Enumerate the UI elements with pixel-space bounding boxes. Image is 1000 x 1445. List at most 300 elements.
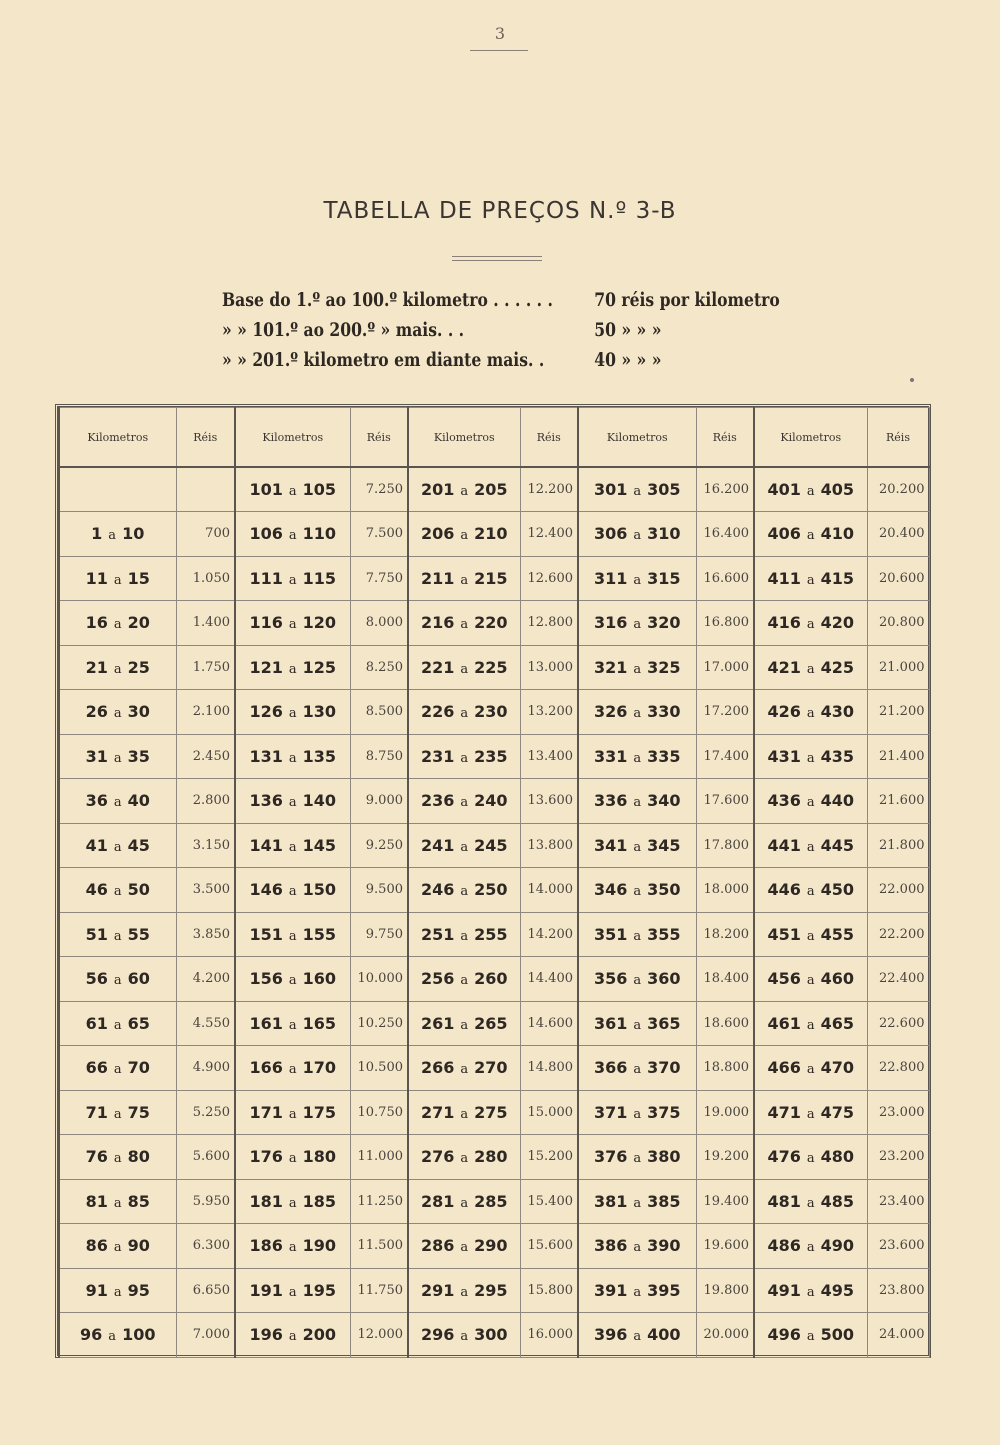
km-from: 471 [767, 1102, 801, 1122]
km-to: 440 [820, 791, 855, 811]
km-range-cell [578, 912, 696, 957]
km-range-cell [59, 1179, 176, 1224]
km-from: 151 [249, 924, 283, 944]
km-range-cell [408, 690, 520, 735]
reis-cell: 23.400 [867, 1179, 929, 1224]
km-to: 150 [302, 880, 337, 900]
km-from: 236 [420, 791, 455, 811]
km-connector: a [460, 884, 469, 900]
km-range-cell [235, 868, 350, 913]
km-connector: a [460, 1017, 469, 1033]
base-rate-label: Base do 1.º ao 100.º kilometro . . . . . . [222, 289, 553, 311]
km-connector: a [806, 661, 815, 677]
km-from: 461 [767, 1013, 801, 1033]
km-range-cell [408, 1268, 520, 1313]
reis-cell: 11.500 [350, 1224, 408, 1269]
km-range-cell [578, 512, 696, 557]
km-to: 70 [127, 1058, 150, 1078]
reis-cell [176, 467, 235, 512]
km-from: 56 [85, 969, 108, 989]
km-range-cell [235, 645, 350, 690]
km-to: 400 [647, 1325, 681, 1345]
km-range-cell [235, 1179, 350, 1224]
base-rate-label: » » 201.º kilometro em diante mais. . [222, 349, 545, 371]
km-from: 71 [85, 1102, 108, 1122]
km-connector: a [633, 839, 642, 855]
km-connector: a [806, 484, 815, 499]
km-range-cell [59, 690, 176, 735]
km-range-cell [235, 690, 350, 735]
km-connector: a [806, 884, 815, 900]
km-range-cell [59, 1313, 176, 1358]
km-to: 160 [302, 969, 337, 989]
km-range-cell [408, 601, 520, 646]
km-connector: a [288, 1284, 297, 1300]
km-connector: a [288, 1195, 297, 1211]
km-connector: a [460, 1284, 469, 1300]
km-from: 341 [593, 835, 628, 855]
km-range-cell [578, 823, 696, 868]
reis-cell: 22.800 [867, 1046, 929, 1091]
column-header-reis: Réis [350, 408, 408, 468]
km-from: 396 [593, 1325, 628, 1345]
km-to: 215 [474, 568, 508, 588]
column-header-kilometros: Kilometros [754, 408, 867, 468]
column-header-kilometros: Kilometros [235, 408, 350, 468]
km-range-cell [59, 1090, 176, 1135]
reis-cell: 17.400 [696, 734, 754, 779]
km-from: 196 [249, 1325, 283, 1345]
km-range-cell [235, 556, 350, 601]
km-connector: a [113, 1017, 122, 1033]
km-to: 285 [474, 1191, 508, 1211]
km-from: 261 [420, 1013, 455, 1033]
reis-cell: 10.500 [350, 1046, 408, 1091]
km-range-cell [59, 912, 176, 957]
km-from: 381 [593, 1191, 628, 1211]
table-row [59, 1313, 929, 1358]
reis-cell: 14.000 [520, 868, 578, 913]
km-connector: a [288, 484, 297, 499]
km-connector: a [113, 973, 122, 989]
km-connector: a [113, 572, 122, 588]
reis-cell: 2.100 [176, 690, 235, 735]
km-to: 165 [302, 1013, 337, 1033]
km-to: 470 [820, 1058, 855, 1078]
reis-cell: 5.250 [176, 1090, 235, 1135]
km-connector: a [288, 1062, 297, 1078]
km-to: 190 [302, 1236, 337, 1256]
km-range-cell [754, 779, 867, 824]
km-connector: a [806, 1017, 815, 1033]
km-range-cell [235, 1046, 350, 1091]
km-to: 415 [820, 568, 855, 588]
km-range-cell [235, 734, 350, 779]
km-to: 275 [474, 1102, 508, 1122]
km-range-cell [59, 1224, 176, 1269]
km-range-cell [578, 1268, 696, 1313]
column-header-reis: Réis [176, 408, 235, 468]
km-to: 280 [474, 1147, 508, 1167]
reis-cell: 15.800 [520, 1268, 578, 1313]
km-range-cell [408, 734, 520, 779]
km-from: 76 [85, 1147, 108, 1167]
km-from: 36 [85, 791, 108, 811]
table-header-row [59, 408, 929, 468]
km-connector: a [113, 884, 122, 900]
reis-cell: 13.200 [520, 690, 578, 735]
km-connector: a [806, 1329, 815, 1345]
km-connector: a [633, 973, 642, 989]
km-range-cell [408, 1179, 520, 1224]
km-from: 496 [767, 1325, 801, 1345]
reis-cell: 18.800 [696, 1046, 754, 1091]
km-connector: a [113, 661, 122, 677]
km-range-cell [408, 957, 520, 1002]
reis-cell: 10.250 [350, 1001, 408, 1046]
km-connector: a [806, 973, 815, 989]
table-row [59, 1224, 929, 1269]
km-from: 51 [85, 924, 108, 944]
reis-cell: 15.400 [520, 1179, 578, 1224]
km-range-cell [754, 1135, 867, 1180]
km-to: 30 [127, 702, 150, 722]
km-range-cell [754, 823, 867, 868]
km-from: 171 [249, 1102, 283, 1122]
reis-cell: 14.600 [520, 1001, 578, 1046]
reis-cell: 4.550 [176, 1001, 235, 1046]
km-to: 395 [647, 1280, 681, 1300]
km-range-cell [408, 1090, 520, 1135]
column-header-kilometros: Kilometros [578, 408, 696, 468]
km-to: 25 [127, 657, 150, 677]
km-range-cell [408, 645, 520, 690]
km-to: 455 [820, 924, 855, 944]
km-to: 85 [127, 1191, 150, 1211]
km-connector: a [806, 617, 815, 633]
km-to: 135 [302, 746, 337, 766]
reis-cell: 20.600 [867, 556, 929, 601]
table-row [59, 868, 929, 913]
km-to: 495 [820, 1280, 855, 1300]
km-connector: a [806, 572, 815, 588]
km-range-cell [235, 1090, 350, 1135]
reis-cell: 5.950 [176, 1179, 235, 1224]
km-range-cell [59, 1001, 176, 1046]
km-to: 245 [474, 835, 508, 855]
reis-cell: 20.000 [696, 1313, 754, 1358]
km-connector: a [633, 572, 642, 588]
reis-cell: 22.600 [867, 1001, 929, 1046]
title-rule-bottom [452, 260, 542, 261]
km-connector: a [460, 484, 469, 499]
page-number: 3 [494, 24, 506, 43]
reis-cell: 17.200 [696, 690, 754, 735]
km-connector: a [806, 1062, 815, 1078]
reis-cell: 16.400 [696, 512, 754, 557]
km-range-cell [754, 1179, 867, 1224]
km-from: 206 [420, 524, 455, 544]
km-to: 320 [647, 613, 681, 633]
km-to: 105 [302, 480, 337, 499]
km-connector: a [288, 1151, 297, 1167]
km-range-cell [408, 556, 520, 601]
km-connector: a [460, 973, 469, 989]
km-range-cell [754, 1313, 867, 1358]
reis-cell: 7.000 [176, 1313, 235, 1358]
km-to: 290 [474, 1236, 508, 1256]
km-to: 345 [647, 835, 681, 855]
km-connector: a [460, 572, 469, 588]
km-from: 186 [249, 1236, 283, 1256]
km-to: 335 [647, 746, 681, 766]
reis-cell: 1.400 [176, 601, 235, 646]
km-to: 480 [820, 1147, 855, 1167]
km-to: 405 [820, 480, 855, 499]
km-connector: a [288, 750, 297, 766]
km-from: 1 [91, 524, 103, 544]
km-connector: a [806, 528, 815, 544]
km-connector: a [633, 1240, 642, 1256]
km-to: 330 [647, 702, 681, 722]
km-range-cell [578, 957, 696, 1002]
table-row [59, 512, 929, 557]
km-from: 116 [249, 613, 283, 633]
km-range-cell [578, 601, 696, 646]
km-from: 241 [420, 835, 455, 855]
km-to: 60 [127, 969, 150, 989]
reis-cell: 14.800 [520, 1046, 578, 1091]
km-to: 45 [127, 835, 150, 855]
km-connector: a [288, 528, 297, 544]
reis-cell: 19.200 [696, 1135, 754, 1180]
km-range-cell [408, 823, 520, 868]
km-to: 120 [302, 613, 337, 633]
km-from: 106 [249, 524, 283, 544]
reis-cell: 1.750 [176, 645, 235, 690]
reis-cell: 15.200 [520, 1135, 578, 1180]
km-range-cell [578, 1001, 696, 1046]
km-connector: a [460, 839, 469, 855]
km-connector: a [460, 750, 469, 766]
km-to: 90 [127, 1236, 150, 1256]
km-from: 141 [249, 835, 283, 855]
km-to: 110 [302, 524, 337, 544]
km-to: 365 [647, 1013, 681, 1033]
km-range-cell [59, 1135, 176, 1180]
km-to: 370 [647, 1058, 681, 1078]
reis-cell: 19.600 [696, 1224, 754, 1269]
km-connector: a [113, 1062, 122, 1078]
km-connector: a [113, 795, 122, 811]
reis-cell: 8.250 [350, 645, 408, 690]
km-from: 486 [767, 1236, 801, 1256]
reis-cell: 18.600 [696, 1001, 754, 1046]
reis-cell: 21.400 [867, 734, 929, 779]
km-range-cell [59, 868, 176, 913]
table-row [59, 1046, 929, 1091]
km-to: 130 [302, 702, 337, 722]
reis-cell: 21.000 [867, 645, 929, 690]
km-connector: a [113, 617, 122, 633]
km-from: 376 [593, 1147, 628, 1167]
reis-cell: 7.500 [350, 512, 408, 557]
km-to: 50 [127, 880, 150, 900]
km-from: 391 [593, 1280, 628, 1300]
km-from: 61 [85, 1013, 108, 1033]
km-to: 115 [302, 568, 337, 588]
km-from: 311 [593, 568, 628, 588]
reis-cell: 14.400 [520, 957, 578, 1002]
km-connector: a [460, 1151, 469, 1167]
reis-cell: 9.500 [350, 868, 408, 913]
km-from: 406 [767, 524, 801, 544]
km-to: 260 [474, 969, 508, 989]
km-connector: a [806, 1284, 815, 1300]
reis-cell: 21.200 [867, 690, 929, 735]
km-from: 121 [249, 657, 283, 677]
km-from: 111 [249, 568, 283, 588]
km-range-cell [235, 1135, 350, 1180]
km-to: 80 [127, 1147, 150, 1167]
km-to: 195 [302, 1280, 337, 1300]
km-range-cell [754, 957, 867, 1002]
km-range-cell [578, 1090, 696, 1135]
title-rule-top [452, 256, 542, 257]
km-to: 390 [647, 1236, 681, 1256]
km-connector: a [806, 1240, 815, 1256]
km-range-cell [59, 512, 176, 557]
column-header-reis: Réis [696, 408, 754, 468]
km-to: 340 [647, 791, 681, 811]
km-range-cell [754, 734, 867, 779]
km-connector: a [806, 706, 815, 722]
km-to: 185 [302, 1191, 337, 1211]
reis-cell: 2.450 [176, 734, 235, 779]
reis-cell: 21.800 [867, 823, 929, 868]
km-from: 351 [593, 924, 628, 944]
km-connector: a [633, 1195, 642, 1211]
km-from: 131 [249, 746, 283, 766]
km-to: 425 [820, 657, 855, 677]
km-connector: a [806, 1195, 815, 1211]
km-connector: a [108, 1329, 117, 1345]
km-range-cell [235, 512, 350, 557]
km-from: 251 [420, 924, 455, 944]
km-from: 256 [420, 969, 455, 989]
reis-cell: 18.400 [696, 957, 754, 1002]
reis-cell: 23.800 [867, 1268, 929, 1313]
reis-cell: 15.600 [520, 1224, 578, 1269]
km-range-cell [235, 601, 350, 646]
km-range-cell [235, 467, 350, 512]
km-connector: a [113, 706, 122, 722]
km-range-cell [754, 645, 867, 690]
km-to: 240 [474, 791, 508, 811]
km-connector: a [113, 1284, 122, 1300]
km-range-cell [754, 512, 867, 557]
km-range-cell [578, 1179, 696, 1224]
km-range-cell [578, 1313, 696, 1358]
km-to: 20 [127, 613, 150, 633]
km-to: 40 [127, 791, 150, 811]
reis-cell: 3.150 [176, 823, 235, 868]
km-range-cell [578, 467, 696, 512]
km-from: 336 [593, 791, 628, 811]
km-range-cell [235, 912, 350, 957]
base-rate-label: » » 101.º ao 200.º » mais. . . [222, 319, 465, 341]
km-connector: a [633, 1329, 642, 1345]
km-from: 176 [249, 1147, 283, 1167]
reis-cell: 7.750 [350, 556, 408, 601]
km-connector: a [633, 1062, 642, 1078]
km-connector: a [460, 1106, 469, 1122]
km-connector: a [288, 884, 297, 900]
reis-cell: 17.800 [696, 823, 754, 868]
km-connector: a [633, 528, 642, 544]
table-row [59, 1268, 929, 1313]
km-range-cell [235, 1224, 350, 1269]
km-range-cell [578, 868, 696, 913]
km-to: 310 [647, 524, 681, 544]
km-from: 331 [593, 746, 628, 766]
km-range-cell [59, 779, 176, 824]
km-from: 31 [85, 746, 108, 766]
km-connector: a [113, 750, 122, 766]
reis-cell: 16.000 [520, 1313, 578, 1358]
km-from: 46 [85, 880, 108, 900]
km-to: 500 [820, 1325, 855, 1345]
km-range-cell [754, 1224, 867, 1269]
column-header-reis: Réis [520, 408, 578, 468]
km-from: 346 [593, 880, 628, 900]
km-range-cell [754, 690, 867, 735]
km-from: 211 [420, 568, 455, 588]
km-from: 356 [593, 969, 628, 989]
reis-cell: 20.200 [867, 467, 929, 512]
km-connector: a [806, 928, 815, 944]
km-connector: a [288, 973, 297, 989]
reis-cell: 17.600 [696, 779, 754, 824]
reis-cell: 12.000 [350, 1313, 408, 1358]
km-from: 441 [767, 835, 801, 855]
km-from: 11 [85, 568, 108, 588]
km-to: 200 [302, 1325, 337, 1345]
km-connector: a [113, 1240, 122, 1256]
km-connector: a [806, 839, 815, 855]
km-to: 65 [127, 1013, 150, 1033]
km-range-cell [754, 1046, 867, 1091]
km-from: 166 [249, 1058, 283, 1078]
km-from: 371 [593, 1102, 628, 1122]
column-header-reis: Réis [867, 408, 929, 468]
km-to: 10 [122, 524, 145, 544]
reis-cell: 20.400 [867, 512, 929, 557]
km-range-cell [578, 779, 696, 824]
km-to: 235 [474, 746, 508, 766]
reis-cell: 8.750 [350, 734, 408, 779]
reis-cell: 24.000 [867, 1313, 929, 1358]
km-connector: a [806, 1106, 815, 1122]
km-connector: a [288, 661, 297, 677]
km-connector: a [288, 1106, 297, 1122]
km-range-cell [59, 601, 176, 646]
km-to: 430 [820, 702, 855, 722]
km-from: 431 [767, 746, 801, 766]
km-range-cell [59, 823, 176, 868]
reis-cell: 13.000 [520, 645, 578, 690]
km-to: 380 [647, 1147, 681, 1167]
